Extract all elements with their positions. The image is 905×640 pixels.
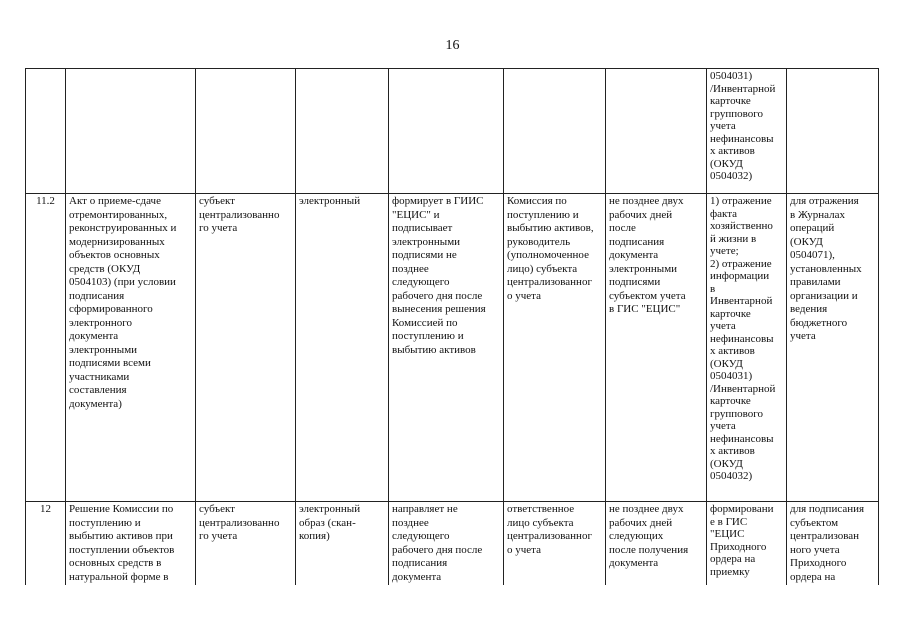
table-cell	[504, 69, 606, 194]
responsible-party-cell: субъект централизованно го учета	[196, 502, 296, 586]
purpose-cell: формировани е в ГИС "ЕЦИС Приходного ордера на приемку	[707, 502, 787, 586]
signatory-cell: Комиссия по поступлению и выбытию активов, руководитель (уполномоченное лицо) субъекта централизованног о учета	[504, 194, 606, 502]
format-cell: электронный	[296, 194, 389, 502]
purpose-cell: 1) отражение факта хозяйственно й жизни в учете; 2) отражение информации в Инвентарной карточке учета нефинансовы х активов (ОКУД 0504031) /Инвентарной карточке группового учета нефинансовы х активов (ОКУД 0504032)	[707, 194, 787, 502]
document-table	[25, 68, 879, 585]
table-row	[26, 502, 879, 586]
table-cell	[296, 69, 389, 194]
table-row	[26, 194, 879, 502]
table-cell	[606, 69, 707, 194]
table-cell	[26, 69, 66, 194]
table-cell	[787, 69, 879, 194]
table-row	[26, 69, 879, 194]
action-cell: формирует в ГИИС "ЕЦИС" и подписывает электронными подписями не позднее следующего рабочего дня после вынесения решения Комиссией по поступлению и выбытию активов	[389, 194, 504, 502]
usage-cell: для подписания субъектом централизован ного учета Приходного ордера на	[787, 502, 879, 586]
signatory-cell: ответственное лицо субъекта централизованног о учета	[504, 502, 606, 586]
row-number-cell: 12	[26, 502, 66, 586]
table-cell	[196, 69, 296, 194]
responsible-party-cell: субъект централизованно го учета	[196, 194, 296, 502]
table-cell	[66, 69, 196, 194]
page-number: 16	[445, 38, 460, 53]
action-cell: направляет не позднее следующего рабочего дня после подписания документа	[389, 502, 504, 586]
document-name-cell: Акт о приеме-сдаче отремонтированных, реконструированных и модернизированных объектов основных средств (ОКУД 0504103) (при условии подписания сформированного электронного документа электронными подписями всеми участниками составления документа)	[66, 194, 196, 502]
document-name-cell: Решение Комиссии по поступлению и выбытию активов при поступлении объектов основных средств в натуральной форме в	[66, 502, 196, 586]
format-cell: электронный образ (скан- копия)	[296, 502, 389, 586]
row-number-cell: 11.2	[26, 194, 66, 502]
usage-cell: для отражения в Журналах операций (ОКУД 0504071), установленных правилами организации и ведения бюджетного учета	[787, 194, 879, 502]
deadline-cell: не позднее двух рабочих дней следующих после получения документа	[606, 502, 707, 586]
table-cell: 0504031) /Инвентарной карточке группового учета нефинансовы х активов (ОКУД 0504032)	[707, 69, 787, 194]
deadline-cell: не позднее двух рабочих дней после подписания документа электронными подписями субъектом учета в ГИС "ЕЦИС"	[606, 194, 707, 502]
table-cell	[389, 69, 504, 194]
